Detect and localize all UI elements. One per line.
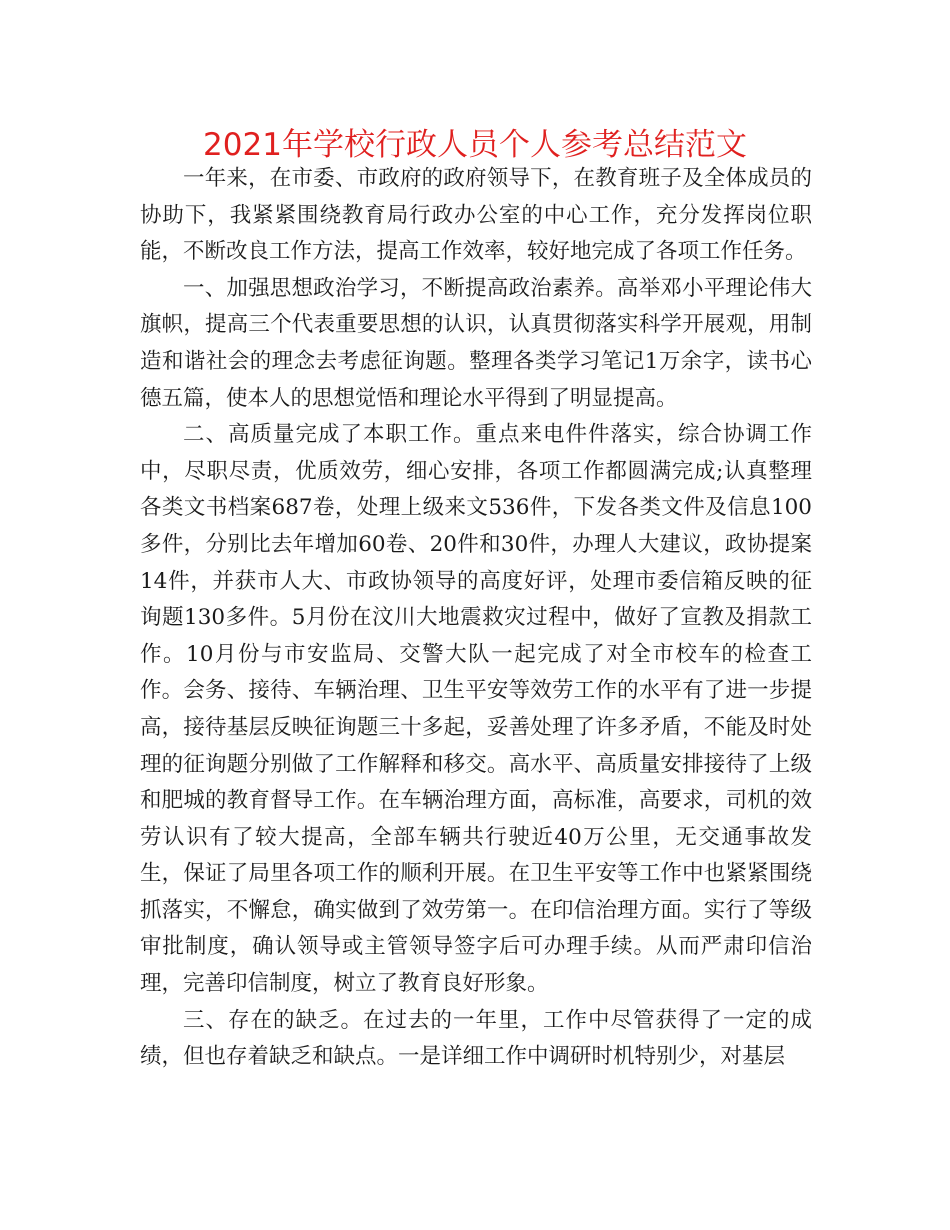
- paragraph-duties-completed: 二、高质量完成了本职工作。重点来电件件落实，综合协调工作中，尽职尽责，优质效劳，细心安排，各项工作都圆满完成;认真整理各类文书档案687卷，处理上级来文536件，下发各类文件及信息100多件，分别比去年增加60卷、20件和30件，办理人大建议，政协提案14件，并获市人大、市政协领导的高度好评，处理市委信箱反映的征询题130多件。5月份在汶川大地震救灾过程中，做好了宣教及捐款工作。10月份与市安监局、交警大队一起完成了对全市校车的检查工作。会务、接待、车辆治理、卫生平安等效劳工作的水平有了进一步提高，接待基层反映征询题三十多起，妥善处理了许多矛盾，不能及时处理的征询题分别做了工作解释和移交。高水平、高质量安排接待了上级和肥城的教育督导工作。在车辆治理方面，高标准，高要求，司机的效劳认识有了较大提高，全部车辆共行驶近40万公里，无交通事故发生，保证了局里各项工作的顺利开展。在卫生平安等工作中也紧紧围绕抓落实，不懈怠，确实做到了效劳第一。在印信治理方面。实行了等级审批制度，确认领导或主管领导签字后可办理手续。从而严肃印信治理，完善印信制度，树立了教育良好形象。: [140, 422, 812, 997]
- paragraph-shortcomings: 三、存在的缺乏。在过去的一年里，工作中尽管获得了一定的成绩，但也存着缺乏和缺点。一是详细工作中调研时机特别少，对基层: [140, 1007, 812, 1070]
- document-title: 2021年学校行政人员个人参考总结范文: [203, 127, 747, 163]
- paragraph-political-study: 一、加强思想政治学习，不断提高政治素养。高举邓小平理论伟大旗帜，提高三个代表重要思想的认识，认真贯彻落实科学开展观，用制造和谐社会的理念去考虑征询题。整理各类学习笔记1万余字，读书心德五篇，使本人的思想觉悟和理论水平得到了明显提高。: [140, 275, 812, 411]
- document-body: [140, 161, 812, 1076]
- paragraph-intro: 一年来，在市委、市政府的政府领导下，在教育班子及全体成员的协助下，我紧紧围绕教育局行政办公室的中心工作，充分发挥岗位职能，不断改良工作方法，提高工作效率，较好地完成了各项工作任务。: [140, 166, 812, 265]
